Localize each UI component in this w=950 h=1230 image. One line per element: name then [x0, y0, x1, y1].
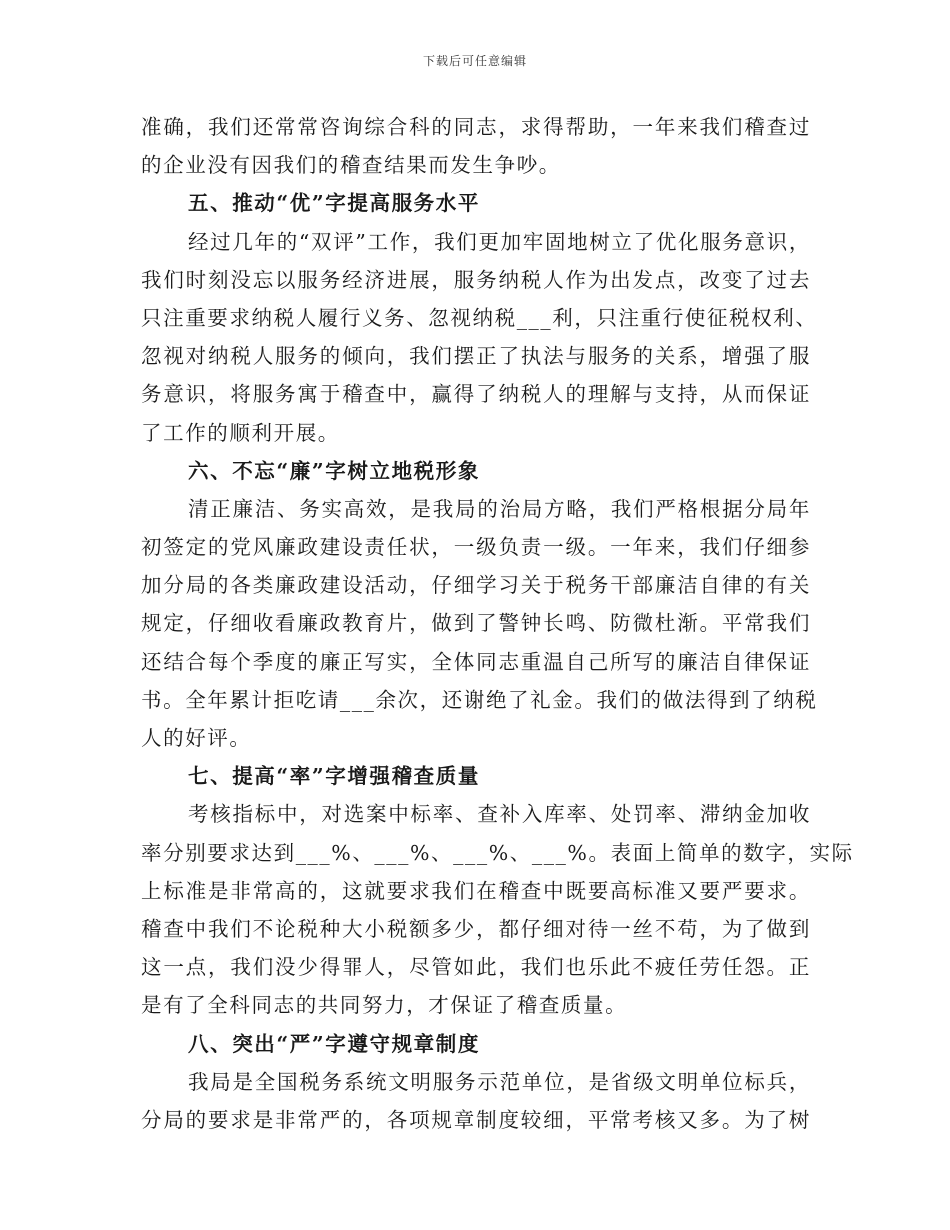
section-heading: 五、推动“优”字提高服务水平 [188, 191, 480, 216]
text-line: 还结合每个季度的廉正写实，全体同志重温自己所写的廉洁自律保证 [141, 649, 811, 674]
section-heading: 六、不忘“廉”字树立地税形象 [188, 458, 480, 483]
text-line: 的企业没有因我们的稽查结果而发生争吵。 [141, 153, 561, 178]
text-line: 只注重要求纳税人履行义务、忽视纳税___利，只注重行使征税权利、 [141, 305, 818, 330]
text-line: 考核指标中，对选案中标率、查补入库率、处罚率、滞纳金加收 [188, 802, 811, 827]
text-line: 忽视对纳税人服务的倾向，我们摆正了执法与服务的关系，增强了服 [141, 344, 811, 369]
text-line: 我局是全国税务系统文明服务示范单位，是省级文明单位标兵， [188, 1069, 811, 1094]
text-line: 清正廉洁、务实高效，是我局的治局方略，我们严格根据分局年 [188, 496, 811, 521]
text-line: 书。全年累计拒吃请___余次，还谢绝了礼金。我们的做法得到了纳税 [141, 687, 818, 712]
text-line: 准确，我们还常常咨询综合科的同志，求得帮助，一年来我们稽查过 [141, 115, 811, 139]
text-line: 经过几年的“双评”工作，我们更加牢固地树立了优化服务意识， [188, 229, 811, 254]
text-line: 率分别要求达到___%、___%、___%、___%。表面上简单的数字，实际 [141, 840, 854, 865]
text-line: 这一点，我们没少得罪人，尽管如此，我们也乐此不疲任劳任怨。正 [141, 955, 811, 980]
document-body [141, 108, 854, 1139]
text-line: 规定，仔细收看廉政教育片，做到了警钟长鸣、防微杜渐。平常我们 [141, 611, 811, 636]
text-line: 人的好评。 [141, 726, 252, 750]
text-line: 了工作的顺利开展。 [141, 420, 340, 445]
text-line: 加分局的各类廉政建设活动，仔细学习关于税务干部廉洁自律的有关 [141, 573, 811, 598]
text-line: 是有了全科同志的共同努力，才保证了稽查质量。 [141, 993, 628, 1018]
page-header: 下载后可任意编辑 [422, 54, 527, 68]
section-heading: 八、突出“严”字遵守规章制度 [188, 1031, 480, 1056]
text-line: 初签定的党风廉政建设责任状，一级负责一级。一年来，我们仔细参 [141, 535, 811, 560]
text-line: 上标准是非常高的，这就要求我们在稽查中既要高标准又要严要求。 [141, 878, 811, 903]
text-line: 稽查中我们不论税种大小税额多少，都仔细对待一丝不苟，为了做到 [141, 916, 811, 941]
text-line: 务意识，将服务寓于稽查中，赢得了纳税人的理解与支持，从而保证 [141, 382, 811, 407]
section-heading: 七、提高“率”字增强稽查质量 [188, 764, 480, 789]
text-line: 分局的要求是非常严的，各项规章制度较细，平常考核又多。为了树 [141, 1107, 811, 1132]
text-line: 我们时刻没忘以服务经济进展，服务纳税人作为出发点，改变了过去 [141, 267, 811, 292]
